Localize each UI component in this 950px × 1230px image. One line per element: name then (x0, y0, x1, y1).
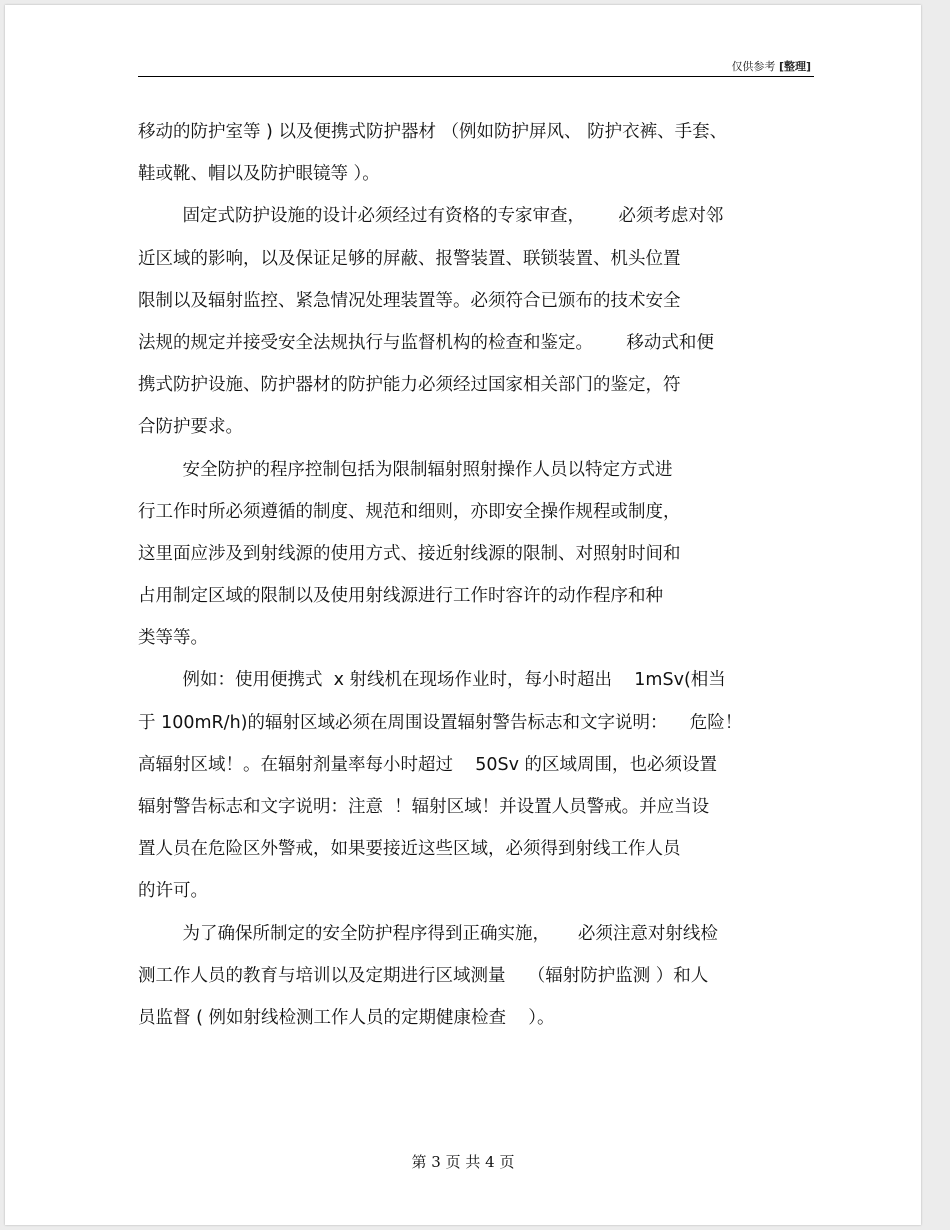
body-text (138, 111, 828, 1039)
text-line: 类等等。 (138, 628, 208, 649)
header-tag: [整理] (778, 60, 811, 73)
text-line: 占用制定区域的限制以及使用射线源进行工作时容许的动作程序和种 (138, 586, 663, 607)
text-line: 法规的规定并接受安全法规执行与监督机构的检查和鉴定。 移动式和便 (138, 332, 714, 353)
text-line: 携式防护设施、防护器材的防护能力必须经过国家相关部门的鉴定，符 (138, 375, 681, 396)
text-line: 例如：使用便携式 x 射线机在现场作业时，每小时超出 1mSv(相当 (138, 670, 726, 691)
text-line: 移动的防护室等 ) 以及便携式防护器材 （例如防护屏风、 防护衣裤、手套、 (138, 122, 728, 142)
document-page (5, 5, 921, 1225)
text-line: 于 100mR/h)的辐射区域必须在周围设置辐射警告标志和文字说明： 危险！ (138, 712, 743, 733)
text-line: 的许可。 (138, 881, 208, 902)
text-line: 辐射警告标志和文字说明：注意 ！辐射区域！并设置人员警戒。并应当设 (138, 797, 710, 817)
text-line: 合防护要求。 (138, 417, 243, 438)
page-footer: 第 3 页 共 4 页 (411, 1153, 515, 1171)
text-line: 近区域的影响，以及保证足够的屏蔽、报警装置、联锁装置、机头位置 (138, 248, 681, 269)
text-line: 置人员在危险区外警戒，如果要接近这些区域，必须得到射线工作人员 (138, 839, 681, 860)
text-line: 行工作时所必须遵循的制度、规范和细则，亦即安全操作规程或制度， (138, 501, 681, 522)
page-header (731, 58, 811, 74)
text-line: 测工作人员的教育与培训以及定期进行区域测量 （辐射防护监测 ）和人 (138, 965, 709, 986)
text-line: 安全防护的程序控制包括为限制辐射照射操作人员以特定方式进 (138, 459, 673, 480)
text-line: 固定式防护设施的设计必须经过有资格的专家审查， 必须考虑对邻 (138, 206, 724, 227)
text-line: 员监督 ( 例如射线检测工作人员的定期健康检查 ）。 (138, 1007, 555, 1028)
text-line: 鞋或靴、帽以及防护眼镜等 ）。 (138, 164, 380, 185)
text-line: 高辐射区域！。在辐射剂量率每小时超过 50Sv 的区域周围，也必须设置 (138, 754, 718, 775)
text-line: 为了确保所制定的安全防护程序得到正确实施， 必须注意对射线检 (138, 923, 718, 944)
header-label: 仅供参考 (731, 60, 776, 73)
text-line: 这里面应涉及到射线源的使用方式、接近射线源的限制、对照射时间和 (138, 543, 681, 564)
header-rule (138, 76, 814, 77)
text-line: 限制以及辐射监控、紧急情况处理装置等。必须符合已颁布的技术安全 (138, 290, 681, 311)
